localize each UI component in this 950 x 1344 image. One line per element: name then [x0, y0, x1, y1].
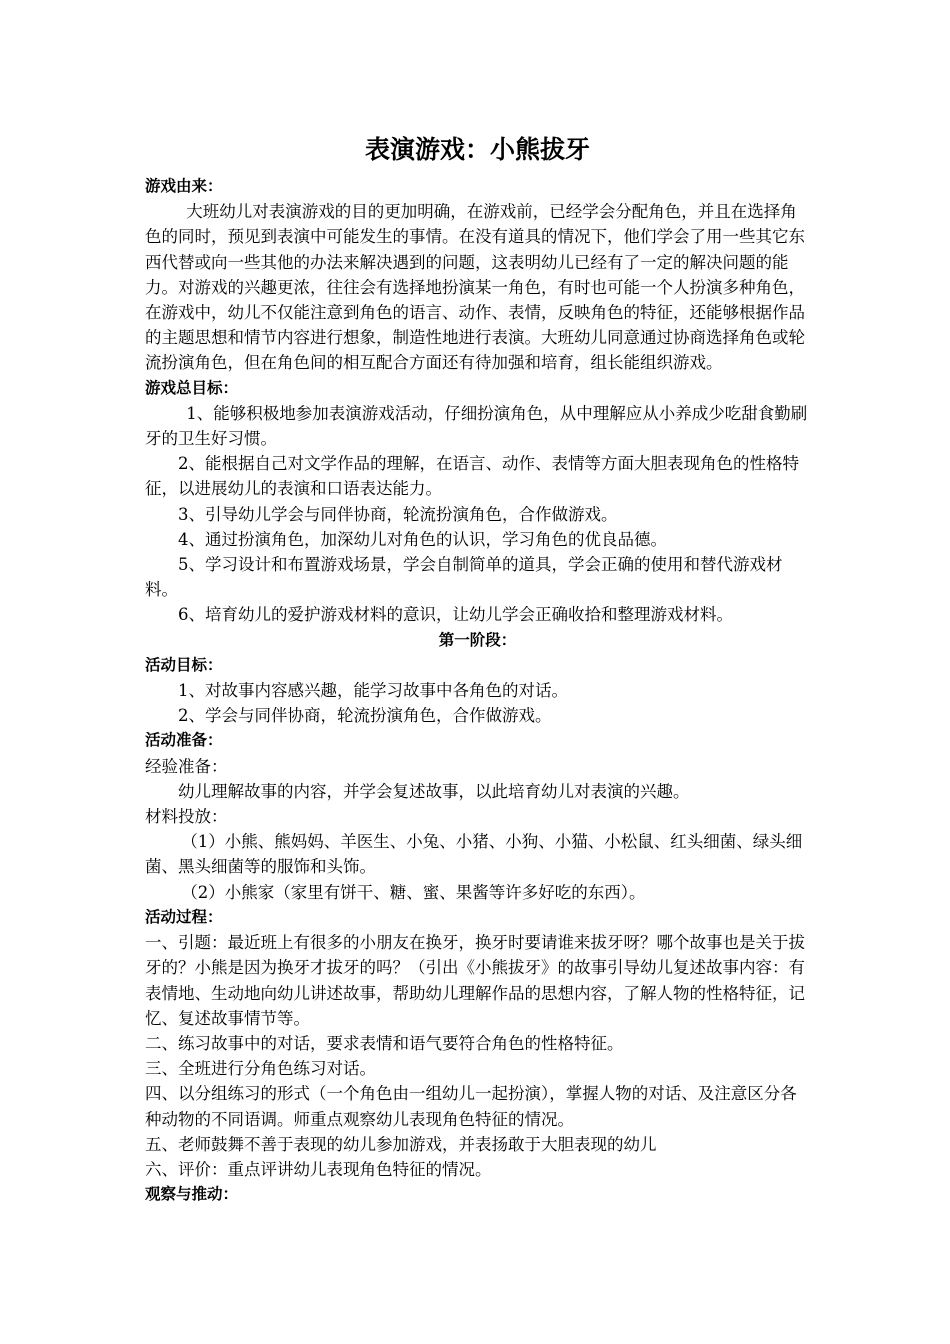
document-title: 表演游戏：小熊拔牙	[364, 135, 590, 164]
process-step: 四、以分组练习的形式（一个角色由一组幼儿一起扮演），掌握人物的对话、及注意区分各种动物的不同语调。师重点观察幼儿表现角色特征的情况。	[145, 1084, 797, 1129]
experience-text: 幼儿理解故事的内容，并学会复述故事，以此培育幼儿对表演的兴趣。	[178, 781, 690, 801]
observe-heading: 观察与推动：	[145, 1185, 239, 1204]
goal-item: 1、能够积极地参加表演游戏活动，仔细扮演角色，从中理解应从小养成少吃甜食勤刷牙的卫生好习惯。	[145, 403, 808, 449]
process-heading: 活动过程：	[145, 907, 223, 926]
goal-item: 3、引导幼儿学会与同伴协商，轮流扮演角色，合作做游戏。	[178, 504, 618, 524]
preparation-heading: 活动准备：	[145, 731, 223, 750]
origin-heading: 游戏由来：	[145, 177, 223, 195]
goal-item: 6、培育幼儿的爱护游戏材料的意识，让幼儿学会正确收拾和整理游戏材料。	[178, 605, 733, 625]
objective-item: 1、对故事内容感兴趣，能学习故事中各角色的对话。	[178, 681, 568, 701]
process-step: 二、练习故事中的对话，要求表情和语气要符合角色的性格特征。	[145, 1033, 624, 1053]
material-item: （1）小熊、熊妈妈、羊医生、小兔、小猪、小狗、小猫、小松鼠、红头细菌、绿头细菌、黑头细菌等的服饰和头饰。	[145, 832, 803, 877]
goal-item: 2、能根据自己对文学作品的理解，在语言、动作、表情等方面大胆表现角色的性格特征，以进展幼儿的表演和口语表达能力。	[145, 454, 799, 499]
process-step: 三、全班进行分角色练习对话。	[145, 1059, 376, 1079]
goal-item: 4、通过扮演角色，加深幼儿对角色的认识，学习角色的优良品德。	[178, 529, 667, 549]
process-step: 六、评价：重点评讲幼儿表现角色特征的情况。	[145, 1159, 492, 1179]
objectives-heading: 活动目标：	[145, 655, 223, 674]
materials-label: 材料投放：	[145, 807, 228, 827]
process-step: 五、老师鼓舞不善于表现的幼儿参加游戏，并表扬敢于大胆表现的幼儿	[145, 1134, 657, 1154]
objective-item: 2、学会与同伴协商，轮流扮演角色，合作做游戏。	[178, 706, 552, 726]
goals-heading: 游戏总目标：	[145, 378, 239, 397]
origin-paragraph: 大班幼儿对表演游戏的目的更加明确，在游戏前，已经学会分配角色，并且在选择角色的同时，预见到表演中可能发生的事情。在没有道具的情况下，他们学会了用一些其它东西代替或向一些其他的办法来解决遇到的问题，这表明幼儿已经有了一定的解决问题的能力。对游戏的兴趣更浓，往往会有选择地扮演某一角色，有时也可能一个人扮演多种角色，在游戏中，幼儿不仅能注意到角色的语言、动作、表情，反映角色的特征，还能够根据作品的主题思想和情节内容进行想象，制造性地进行表演。大班幼儿同意通过协商选择角色或轮流扮演角色，但在角色间的相互配合方面还有待加强和培育，组长能组织游戏。	[145, 202, 805, 373]
material-item: （2）小熊家（家里有饼干、糖、蜜、果酱等许多好吃的东西）。	[181, 882, 646, 902]
stage-heading: 第一阶段：	[438, 630, 517, 649]
document-body	[145, 174, 810, 1207]
experience-label: 经验准备：	[145, 756, 228, 776]
process-step: 一、引题：最近班上有很多的小朋友在换牙，换牙时要请谁来拔牙呀？哪个故事也是关于拔牙的？小熊是因为换牙才拔牙的吗？（引出《小熊拔牙》的故事引导幼儿复述故事内容：有表情地、生动地向幼儿讲述故事，帮助幼儿理解作品的思想内容，了解人物的性格特征，记忆、复述故事情节等。	[145, 933, 805, 1028]
goal-item: 5、学习设计和布置游戏场景，学会自制简单的道具，学会正确的使用和替代游戏材料。	[145, 555, 783, 600]
